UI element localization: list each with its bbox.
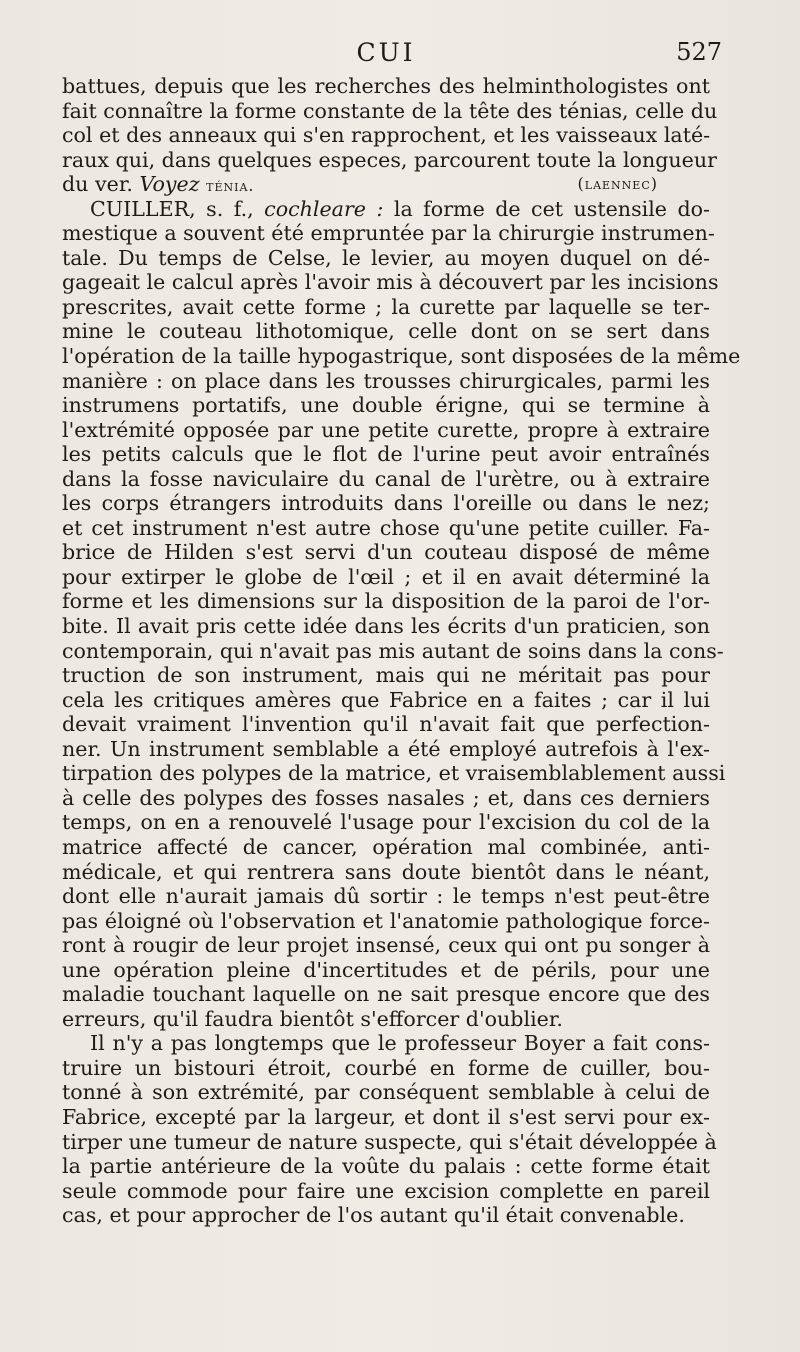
text-line: dans la fosse naviculaire du canal de l'urètre, ou à extraire bbox=[62, 466, 710, 491]
text-line: la partie antérieure de la voûte du palais : cette forme était bbox=[62, 1154, 710, 1179]
page-number: 527 bbox=[676, 38, 722, 66]
text-line: à celle des polypes des fosses nasales ; et, dans ces derniers bbox=[62, 785, 710, 810]
text-line: tonné à son extrémité, par conséquent semblable à celui de bbox=[62, 1080, 710, 1105]
entry-cuiller bbox=[62, 196, 741, 1032]
text-line: pas éloigné où l'observation et l'anatomie pathologique force- bbox=[62, 908, 710, 933]
body-text bbox=[62, 74, 741, 1228]
text-line: fait connaître la forme constante de la tête des ténias, celle du bbox=[62, 98, 718, 123]
text-line: forme et les dimensions sur la disposition de la paroi de l'or- bbox=[62, 589, 710, 614]
text-line: ner. Un instrument semblable a été employé autrefois à l'ex- bbox=[62, 736, 710, 761]
text-line bbox=[62, 197, 710, 222]
text-line: gageait le calcul après l'avoir mis à découvert par les incisions bbox=[62, 270, 719, 295]
text-line: brice de Hilden s'est servi d'un couteau disposé de même bbox=[62, 540, 710, 565]
text-line: battues, depuis que les recherches des helminthologistes ont bbox=[62, 74, 710, 98]
text-line: prescrites, avait cette forme ; la curette par laquelle se ter- bbox=[62, 294, 710, 319]
paragraph-continuation bbox=[62, 74, 718, 197]
latin-term: cochleare : bbox=[264, 196, 384, 221]
text-line: tale. Du temps de Celse, le levier, au moyen duquel on dé- bbox=[62, 245, 710, 270]
text-line: pour extirper le globe de l'œil ; et il en avait déterminé la bbox=[62, 564, 710, 589]
text-line: les petits calculs que le flot de l'urine peut avoir entraînés bbox=[62, 442, 710, 467]
text-line: instrumens portatifs, une double érigne, qui se termine à bbox=[62, 393, 710, 418]
text-line: temps, on en a renouvelé l'usage pour l'excision du col de la bbox=[62, 810, 710, 835]
entry-headword: CUILLER bbox=[90, 196, 190, 221]
text-line: maladie touchant laquelle on ne sait presque encore que des bbox=[62, 982, 710, 1007]
text-fragment: du ver. bbox=[62, 172, 140, 197]
text-line: manière : on place dans les trousses chirurgicales, parmi les bbox=[62, 368, 710, 393]
text-line: une opération pleine d'incertitudes et de périls, pour une bbox=[62, 957, 710, 982]
text-line: tirpation des polypes de la matrice, et vraisemblablement aussi bbox=[62, 761, 726, 786]
text-line: les corps étrangers introduits dans l'oreille ou dans le nez; bbox=[62, 491, 710, 516]
text-line: tirper une tumeur de nature suspecte, qui s'était développée à bbox=[62, 1129, 717, 1154]
voyez-link: Voyez bbox=[139, 172, 200, 197]
text-line: l'extrémité opposée par une petite curette, propre à extraire bbox=[62, 417, 710, 442]
text-line: cas, et pour approcher de l'os autant qu'il était convenable. bbox=[62, 1203, 685, 1228]
text-line: raux qui, dans quelques especes, parcourent toute la longueur bbox=[62, 147, 717, 172]
page-header bbox=[60, 38, 722, 72]
text-line: truire un bistouri étroit, courbé en forme de cuiller, bou- bbox=[62, 1055, 710, 1080]
grammar-note: , s. f., bbox=[189, 196, 265, 221]
text-line: mestique a souvent été empruntée par la chirurgie instrumen- bbox=[62, 221, 715, 246]
text-line: devait vraiment l'invention qu'il n'avait fait que perfection- bbox=[62, 712, 710, 737]
running-head: CUI bbox=[356, 38, 416, 67]
text-line: contemporain, qui n'avait pas mis autant de soins dans la cons- bbox=[62, 638, 724, 663]
text-line: col et des anneaux qui s'en rapprochent, et les vaisseaux laté- bbox=[62, 123, 711, 148]
text-line: dont elle n'aurait jamais dû sortir : le temps n'est peut-être bbox=[62, 884, 710, 909]
text-line: Fabrice, excepté par la largeur, et dont il s'est servi pour ex- bbox=[62, 1104, 710, 1129]
author-signature: (laennec) bbox=[577, 174, 658, 194]
text-line: cela les critiques amères que Fabrice en a faites ; car il lui bbox=[62, 687, 710, 712]
text-line: mine le couteau lithotomique, celle dont on se sert dans bbox=[62, 319, 710, 344]
text-line: Il n'y a pas longtemps que le professeur Boyer a fait cons- bbox=[90, 1031, 710, 1056]
text-line: et cet instrument n'est autre chose qu'une petite cuiller. Fa- bbox=[62, 515, 710, 540]
text-fragment: la forme de cet ustensile do- bbox=[383, 196, 710, 221]
text-line bbox=[62, 172, 710, 197]
text-line: seule commode pour faire une excision complette en pareil bbox=[62, 1178, 710, 1203]
text-line: bite. Il avait pris cette idée dans les écrits d'un praticien, son bbox=[62, 614, 710, 639]
text-line: matrice affecté de cancer, opération mal combinée, anti- bbox=[62, 834, 710, 859]
text-line: erreurs, qu'il faudra bientôt s'efforcer d'oublier. bbox=[62, 1006, 563, 1031]
text-line: l'opération de la taille hypogastrique, sont disposées de la même bbox=[62, 344, 741, 369]
cross-reference: ténia. bbox=[206, 176, 255, 196]
text-line: ront à rougir de leur projet insensé, ceux qui ont pu songer à bbox=[62, 933, 710, 958]
paragraph-boyer bbox=[62, 1031, 717, 1228]
text-line: truction de son instrument, mais qui ne méritait pas pour bbox=[62, 663, 710, 688]
text-line: médicale, et qui rentrera sans doute bientôt dans le néant, bbox=[62, 859, 710, 884]
